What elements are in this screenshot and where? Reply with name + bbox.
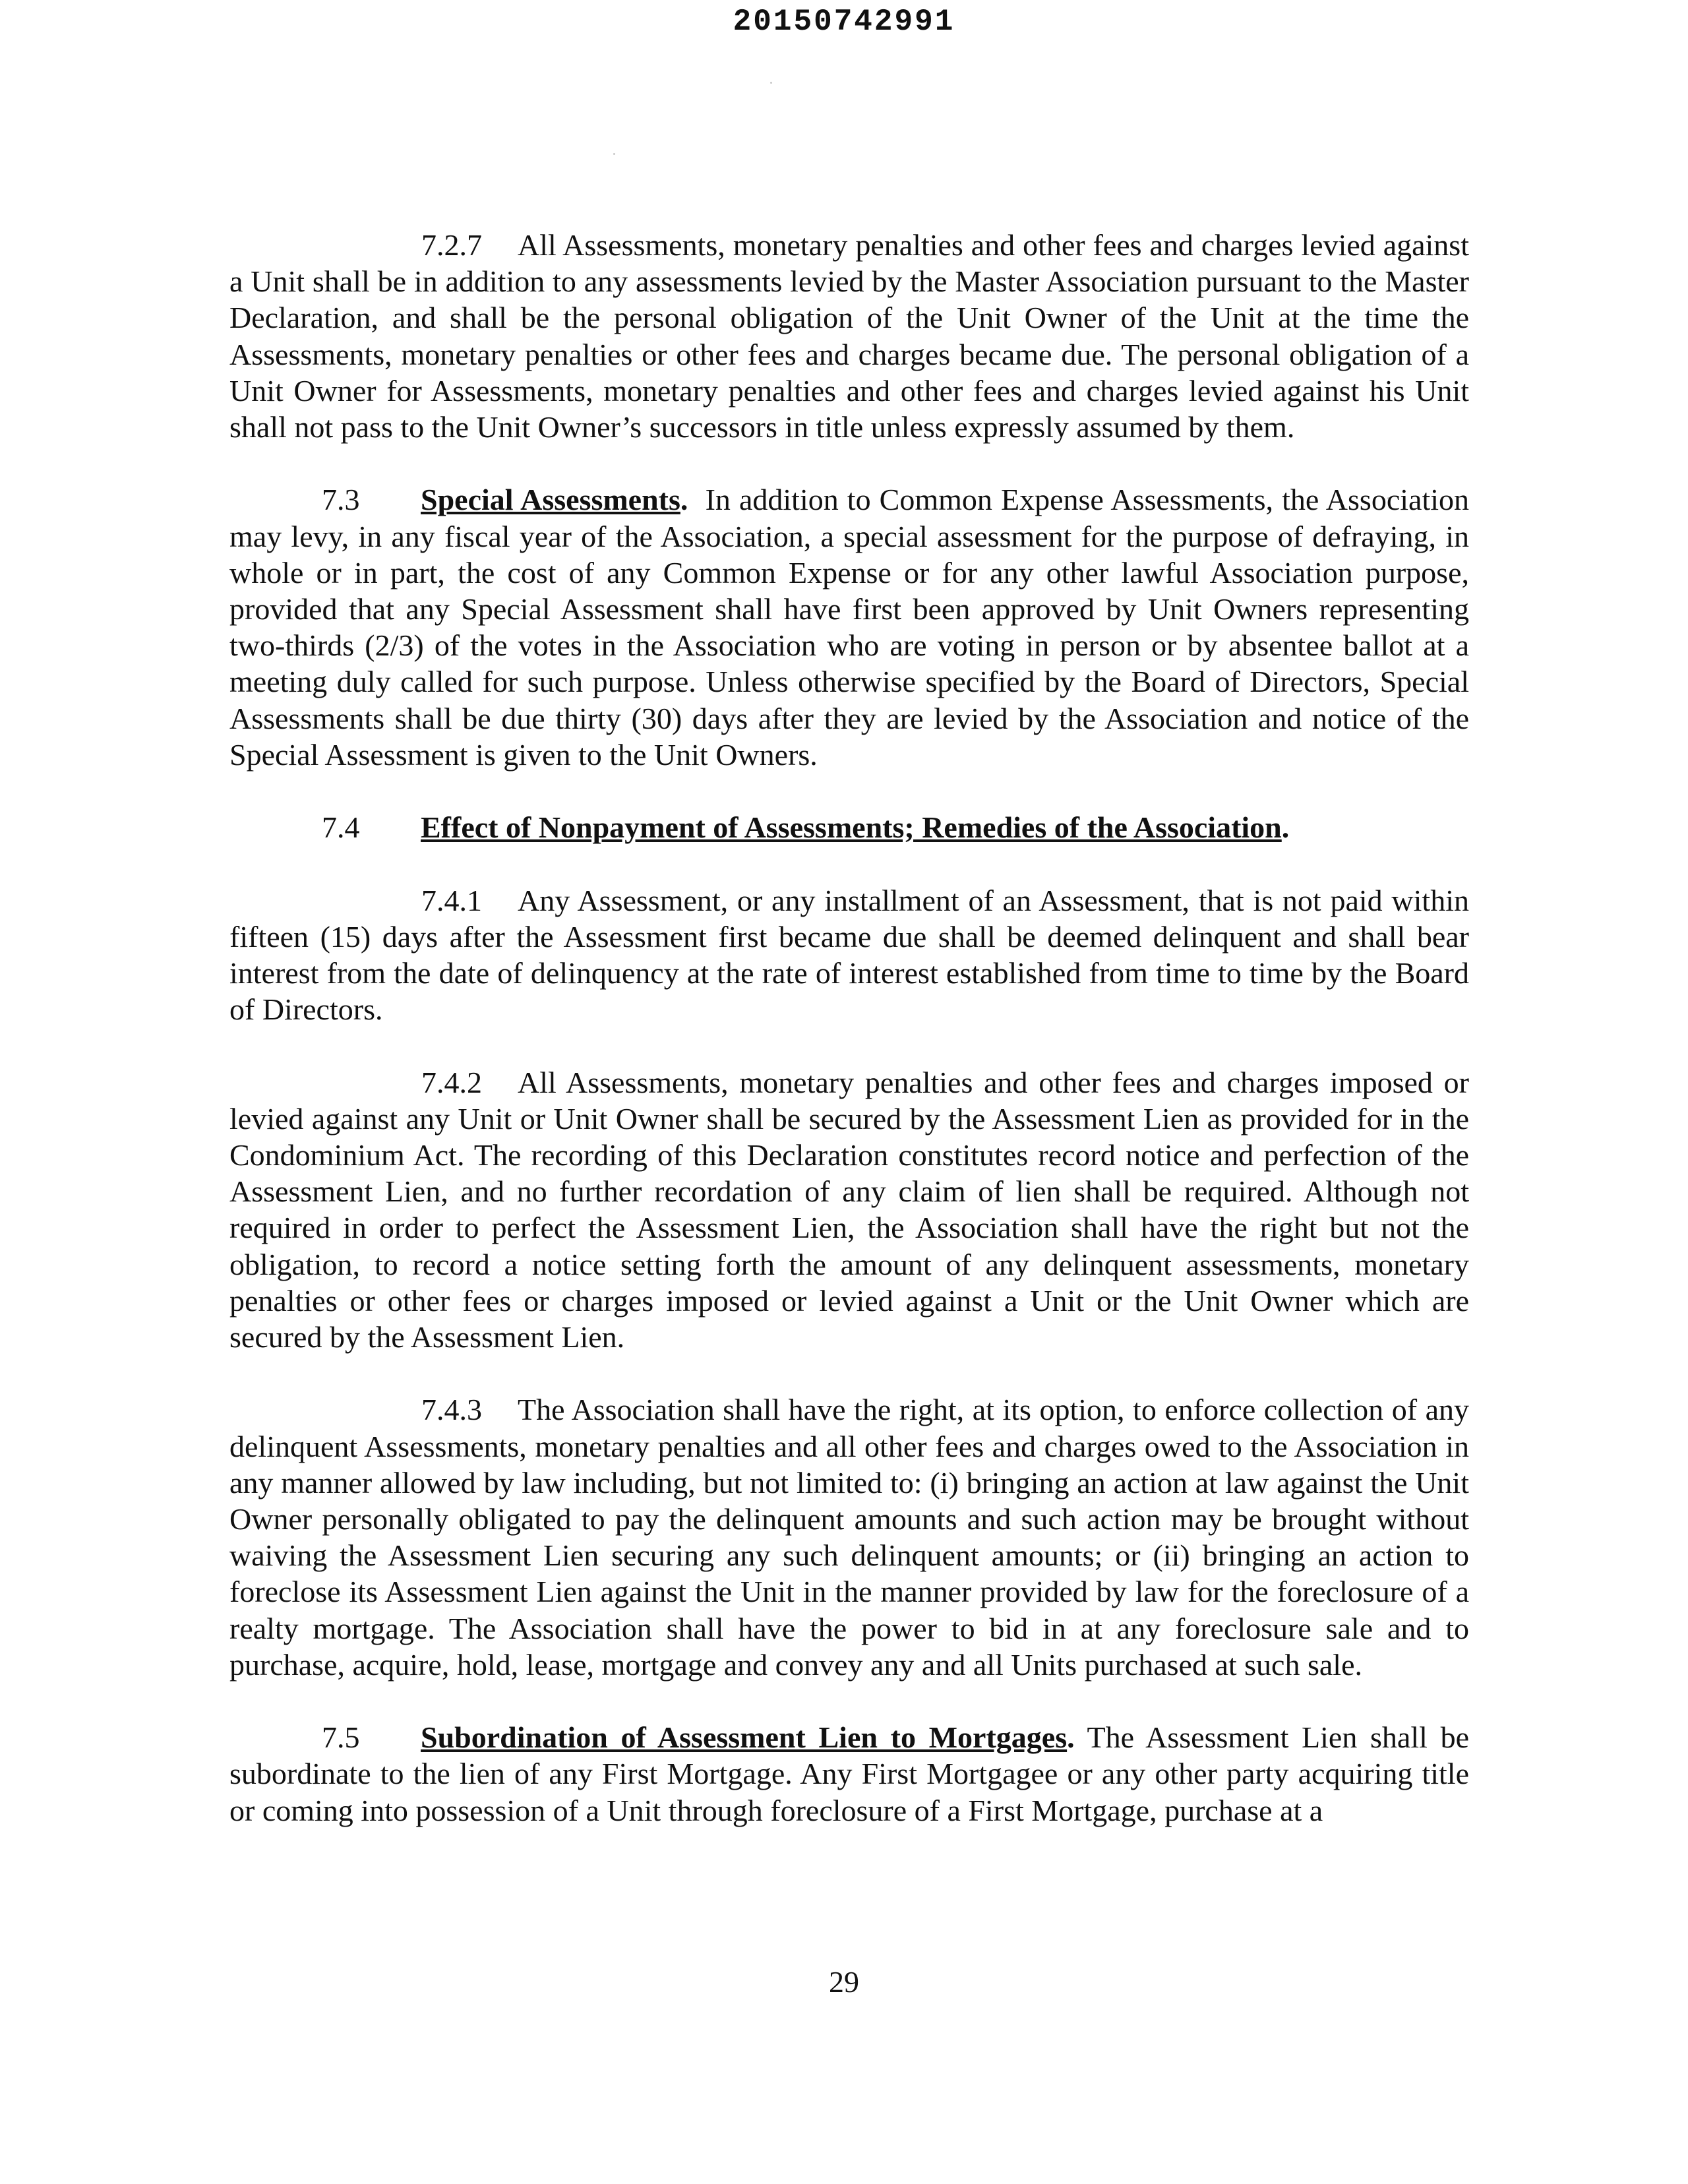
section-number: 7.4.3 [421, 1393, 482, 1427]
section-number: 7.4 [322, 810, 360, 845]
section-number: 7.2.7 [421, 228, 482, 262]
section-text: All Assessments, monetary penalties and other fees and charges imposed or levied against any Unit or Unit Owner shall be secured by the Assessment Lien as provided for in the Condominium Act. The recording of this Declaration constitutes record notice and perfection of the Assessment Lien, and no further recordation of any claim of lien shall be required. Although not required in order to perfect the Assessment Lien, the Association shall have the right but not the obligation, to record a notice setting forth the amount of any delinquent assessments, monetary penalties or other fees or charges imposed or levied against a Unit or the Unit Owner which are secured by the Assessment Lien. [229, 1065, 1469, 1354]
section-7-5: 7.5 Subordination of Assessment Lien to Mortgages. The Assessment Lien shall be subordinate to the lien of any First Mortgage. Any First Mortgagee or any other party acquiring title or coming into possession of a Unit through foreclosure of a First Mortgage, purchase at a [229, 1720, 1469, 1827]
section-text: In addition to Common Expense Assessments, the Association may levy, in any fiscal year of the Association, a special assessment for the purpose of defraying, in whole or in part, the cost of any Common Expense or for any other lawful Association purpose, provided that any Special Assessment shall have first been approved by Unit Owners representing two-thirds (2/3) of the votes in the Association who are voting in person or by absentee ballot at a meeting duly called for such purpose. Unless otherwise specified by the Board of Directors, Special Assessments shall be due thirty (30) days after they are levied by the Association and notice of the Special Assessment is given to the Unit Owners. [229, 483, 1470, 772]
section-text: All Assessments, monetary penalties and other fees and charges levied against a Unit shall be in addition to any assessments levied by the Master Association pursuant to the Master Declaration, and shall be the personal obligation of the Unit Owner of the Unit at the time the Assessments, monetary penalties or other fees and charges became due. The personal obligation of a Unit Owner for Assessments, monetary penalties and other fees and charges levied against his Unit shall not pass to the Unit Owner’s successors in title unless expressly assumed by them. [229, 228, 1469, 444]
section-7-4-2 [229, 1064, 1469, 1356]
section-7-3: 7.3 Special Assessments. In addition to Common Expense Assessments, the Association may levy, in any fiscal year of the Association, a special assessment for the purpose of defraying, in whole or in part, the cost of any Common Expense or for any other lawful Association purpose, provided that any Special Assessment shall have first been approved by Unit Owners representing two-thirds (2/3) of the votes in the Association who are voting in person or by absentee ballot at a meeting duly called for such purpose. Unless otherwise specified by the Board of Directors, Special Assessments shall be due thirty (30) days after they are levied by the Association and notice of the Special Assessment is given to the Unit Owners. [229, 483, 1470, 772]
section-7-4-1 [229, 882, 1469, 1028]
section-7-4: 7.4 Effect of Nonpayment of Assessments; Remedies of the Association. [229, 809, 1469, 845]
scan-speck [770, 82, 772, 84]
page-number: 29 [829, 1965, 859, 1999]
section-text: The Association shall have the right, at its option, to enforce collection of any delinquent Assessments, monetary penalties and all other fees and charges owed to the Association in any manner allowed by law including, but not limited to: (i) bringing an action at law against the Unit Owner personally obligated to pay the delinquent amounts and such action may be brought without waiving the Assessment Lien securing any such delinquent amounts; or (ii) bringing an action to foreclose its Assessment Lien against the Unit in the manner provided by law for the foreclosure of a realty mortgage. The Association shall have the power to bid in at any foreclosure sale and to purchase, acquire, hold, lease, mortgage and convey any and all Units purchased at such sale. [229, 1393, 1469, 1682]
section-number: 7.4.1 [421, 883, 482, 917]
section-title: Effect of Nonpayment of Assessments; Remedies of the Association [421, 810, 1282, 845]
section-title: Special Assessments [421, 483, 680, 517]
section-title: Subordination of Assessment Lien to Mortgages [421, 1720, 1068, 1755]
section-number: 7.4.2 [421, 1065, 482, 1099]
section-number: 7.5 [322, 1720, 360, 1755]
section-7-2-7 [229, 227, 1469, 445]
section-number: 7.3 [322, 483, 360, 517]
document-body [229, 227, 1469, 1829]
scan-speck [613, 153, 615, 155]
section-text: The Assessment Lien shall be subordinate to the lien of any First Mortgage. Any First Mortgagee or any other party acquiring title or coming into possession of a Unit through foreclosure of a First Mortgage, purchase at a [229, 1720, 1469, 1827]
section-text: Any Assessment, or any installment of an Assessment, that is not paid within fifteen (15) days after the Assessment first became due shall be deemed delinquent and shall bear interest from the date of delinquency at the rate of interest established from time to time by the Board of Directors. [229, 883, 1469, 1027]
section-7-4-3 [229, 1391, 1469, 1683]
document-number: 20150742991 [733, 5, 955, 39]
